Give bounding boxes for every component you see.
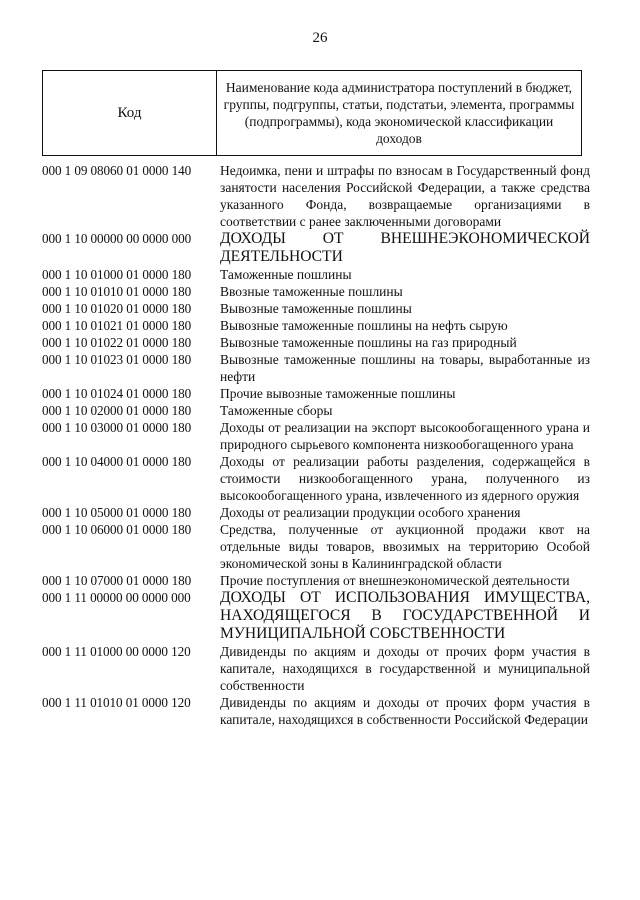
section-heading: ДОХОДЫ ОТ ВНЕШНЕЭКОНОМИЧЕСКОЙ ДЕЯТЕЛЬНОСТИ (220, 230, 590, 265)
classification-code: 000 1 10 01024 01 0000 180 (42, 386, 192, 401)
income-description: Вывозные таможенные пошлины на нефть сырую (220, 318, 508, 333)
table-row (42, 300, 590, 317)
income-description: Вывозные таможенные пошлины на газ природный (220, 335, 517, 350)
income-description: Дивиденды по акциям и доходы от прочих форм участия в капитале, находящихся в собственности Российской Федерации (220, 695, 590, 727)
income-description: Доходы от реализации продукции особого хранения (220, 505, 521, 520)
classification-code: 000 1 10 06000 01 0000 180 (42, 522, 192, 537)
section-heading: ДОХОДЫ ОТ ИСПОЛЬЗОВАНИЯ ИМУЩЕСТВА, НАХОДЯЩЕГОСЯ В ГОСУДАРСТВЕННОЙ И МУНИЦИПАЛЬНОЙ СОБСТВЕННОСТИ (220, 589, 590, 642)
table-row (42, 266, 590, 283)
table-row (42, 162, 590, 230)
classification-code: 000 1 10 01022 01 0000 180 (42, 335, 192, 350)
page-number: 26 (312, 30, 328, 46)
table-row (42, 385, 590, 402)
name-column-header: Наименование кода администратора поступлений в бюджет, группы, подгруппы, статьи, подстатьи, элемента, программы (подпрограммы), кода экономической классификации доходов (223, 80, 575, 146)
classification-list (42, 162, 590, 728)
classification-code: 000 1 09 08060 01 0000 140 (42, 163, 192, 178)
table-row (42, 419, 590, 453)
table-row (42, 402, 590, 419)
income-description: Ввозные таможенные пошлины (220, 284, 403, 299)
income-description: Вывозные таможенные пошлины на товары, выработанные из нефти (220, 352, 590, 384)
table-row (42, 504, 590, 521)
income-description: Доходы от реализации работы разделения, содержащейся в стоимости низкообогащенного урана, полученного из высокообогащенного урана, извлеченного из ядерного оружия (220, 454, 590, 503)
classification-code: 000 1 10 03000 01 0000 180 (42, 420, 192, 435)
income-description: Прочие вывозные таможенные пошлины (220, 386, 456, 401)
table-row (42, 351, 590, 385)
income-description: Вывозные таможенные пошлины (220, 301, 412, 316)
table-row (42, 334, 590, 351)
table-row (42, 283, 590, 300)
classification-code: 000 1 10 01020 01 0000 180 (42, 301, 192, 316)
income-description: Дивиденды по акциям и доходы от прочих форм участия в капитале, находящихся в государственной и муниципальной собственности (220, 644, 590, 693)
income-description: Таможенные пошлины (220, 267, 352, 282)
classification-code: 000 1 11 01000 00 0000 120 (42, 644, 191, 659)
table-row (42, 572, 590, 589)
classification-code: 000 1 10 02000 01 0000 180 (42, 403, 192, 418)
classification-code: 000 1 10 01021 01 0000 180 (42, 318, 192, 333)
table-header (42, 70, 582, 156)
classification-code: 000 1 10 01023 01 0000 180 (42, 352, 192, 367)
table-row (42, 230, 590, 266)
table-row (42, 643, 590, 694)
classification-code: 000 1 10 05000 01 0000 180 (42, 505, 192, 520)
table-row (42, 317, 590, 334)
classification-code: 000 1 10 04000 01 0000 180 (42, 454, 192, 469)
classification-code: 000 1 11 00000 00 0000 000 (42, 590, 191, 605)
table-row (42, 589, 590, 643)
code-column-header: Код (43, 71, 217, 155)
classification-code: 000 1 10 07000 01 0000 180 (42, 573, 192, 588)
classification-code: 000 1 10 00000 00 0000 000 (42, 231, 192, 246)
income-description: Доходы от реализации на экспорт высокообогащенного урана и природного сырьевого компонента низкообогащенного урана (220, 420, 590, 452)
income-description: Таможенные сборы (220, 403, 333, 418)
income-description: Недоимка, пени и штрафы по взносам в Государственный фонд занятости населения Российской Федерации, а также средства указанного Фонда, возвращаемые организациями в соответствии с ранее заключенными договорами (220, 163, 590, 229)
income-description: Прочие поступления от внешнеэкономической деятельности (220, 573, 570, 588)
classification-code: 000 1 11 01010 01 0000 120 (42, 695, 191, 710)
table-row (42, 521, 590, 572)
table-row (42, 453, 590, 504)
classification-code: 000 1 10 01010 01 0000 180 (42, 284, 192, 299)
table-row (42, 694, 590, 728)
classification-code: 000 1 10 01000 01 0000 180 (42, 267, 192, 282)
income-description: Средства, полученные от аукционной продажи квот на отдельные виды товаров, ввозимых на территорию Особой экономической зоны в Калининградской области (220, 522, 590, 571)
